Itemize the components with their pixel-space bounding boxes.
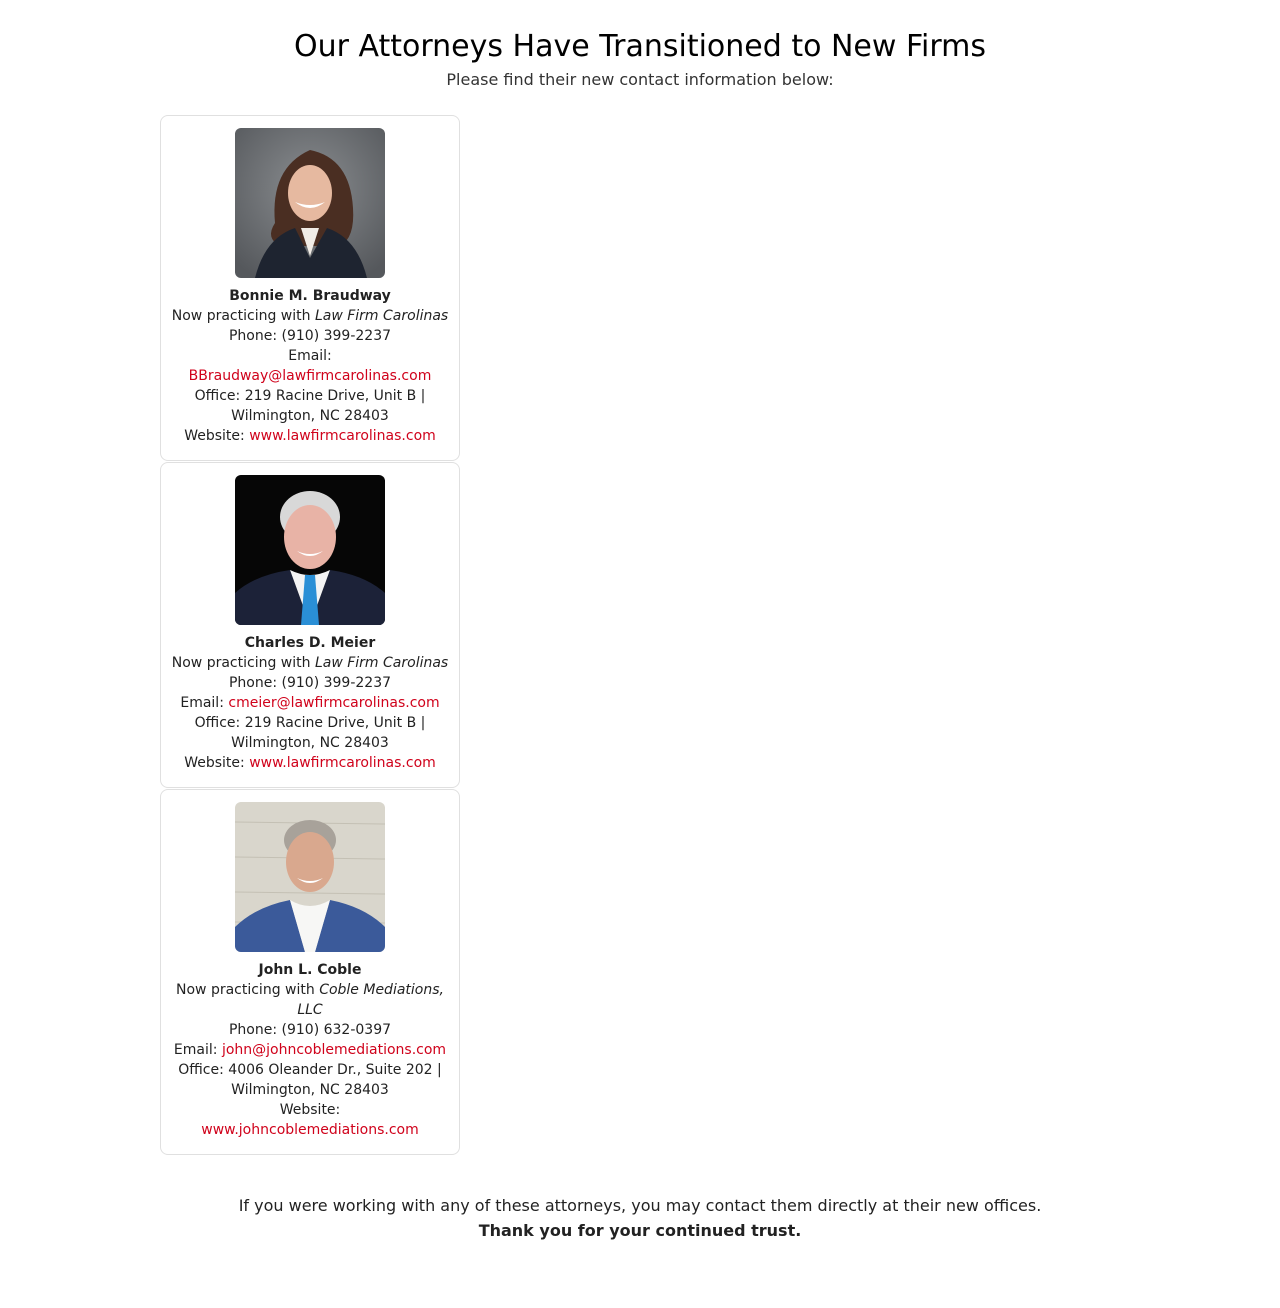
phone-label: Phone: xyxy=(228,675,282,691)
phone-label: Phone: xyxy=(228,328,282,344)
office-line xyxy=(171,1060,449,1100)
attorney-name: Charles D. Meier xyxy=(244,635,376,651)
practicing-prefix: Now practicing with xyxy=(171,655,315,671)
email-link[interactable]: BBraudway@lawfirmcarolinas.com xyxy=(188,368,432,384)
practicing-prefix: Now practicing with xyxy=(176,982,320,998)
office-label: Office: xyxy=(194,388,245,404)
portrait-photo-icon xyxy=(235,475,385,625)
phone-label: Phone: xyxy=(228,1022,282,1038)
website-link[interactable]: www.lawfirmcarolinas.com xyxy=(249,755,436,771)
website-link[interactable]: www.lawfirmcarolinas.com xyxy=(249,428,436,444)
page-title: Our Attorneys Have Transitioned to New Firms xyxy=(293,29,987,64)
email-label: Email: xyxy=(288,348,332,364)
office-address: 4006 Oleander Dr., Suite 202 | Wilmington, NC 28403 xyxy=(228,1062,442,1098)
office-label: Office: xyxy=(194,715,245,731)
firm-name: Law Firm Carolinas xyxy=(314,308,449,324)
email-link[interactable]: john@johncoblemediations.com xyxy=(221,1042,447,1058)
attorney-card xyxy=(160,115,460,461)
phone-number: (910) 399-2237 xyxy=(281,675,392,691)
footer xyxy=(0,1193,1280,1243)
attorney-photo xyxy=(235,128,385,278)
website-label: Website: xyxy=(184,755,250,771)
attorney-card xyxy=(160,462,460,788)
practicing-with xyxy=(171,306,449,326)
email-line xyxy=(171,693,449,713)
website-label: Website: xyxy=(184,428,250,444)
attorney-name: John L. Coble xyxy=(258,962,362,978)
footer-thanks: Thank you for your continued trust. xyxy=(478,1221,802,1240)
email-link[interactable]: cmeier@lawfirmcarolinas.com xyxy=(228,695,440,711)
website-line xyxy=(171,426,449,446)
phone-line xyxy=(171,326,449,346)
attorney-photo xyxy=(235,475,385,625)
email-line xyxy=(171,1040,449,1060)
office-label: Office: xyxy=(178,1062,229,1078)
website-line xyxy=(171,1100,449,1140)
firm-name: Coble Mediations, LLC xyxy=(297,982,444,1018)
attorney-card-list xyxy=(160,115,460,1155)
phone-line xyxy=(171,673,449,693)
office-line xyxy=(171,713,449,753)
attorney-card xyxy=(160,789,460,1155)
attorney-name: Bonnie M. Braudway xyxy=(229,288,391,304)
practicing-prefix: Now practicing with xyxy=(171,308,315,324)
website-line xyxy=(171,753,449,773)
footer-message: If you were working with any of these attorneys, you may contact them directly at their new offices. xyxy=(238,1196,1042,1215)
website-label: Website: xyxy=(279,1102,341,1118)
email-label: Email: xyxy=(180,695,229,711)
email-line xyxy=(171,346,449,386)
phone-number: (910) 632-0397 xyxy=(281,1022,392,1038)
office-address: 219 Racine Drive, Unit B | Wilmington, NC 28403 xyxy=(231,715,426,751)
practicing-with xyxy=(171,980,449,1020)
office-line xyxy=(171,386,449,426)
attorney-photo xyxy=(235,802,385,952)
phone-number: (910) 399-2237 xyxy=(281,328,392,344)
firm-name: Law Firm Carolinas xyxy=(314,655,449,671)
phone-line xyxy=(171,1020,449,1040)
office-address: 219 Racine Drive, Unit B | Wilmington, NC 28403 xyxy=(231,388,426,424)
website-link[interactable]: www.johncoblemediations.com xyxy=(201,1122,419,1138)
portrait-photo-icon xyxy=(235,802,385,952)
page-subtitle: Please find their new contact information below: xyxy=(446,70,834,89)
portrait-photo-icon xyxy=(235,128,385,278)
practicing-with xyxy=(171,653,449,673)
email-label: Email: xyxy=(173,1042,222,1058)
